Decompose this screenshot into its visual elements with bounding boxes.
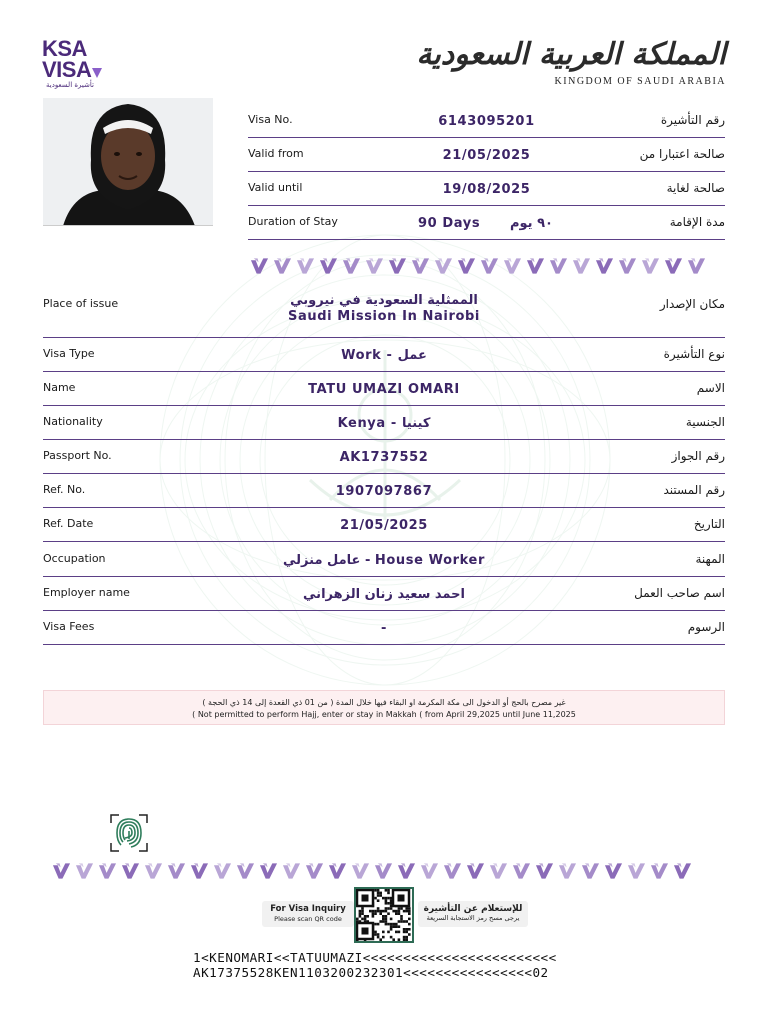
ksa-logo-line2: VISA xyxy=(42,59,112,80)
place-of-issue-value-en: Saudi Mission In Nairobi xyxy=(288,309,480,324)
check-mark-glyph xyxy=(121,861,140,881)
ref-date-row xyxy=(43,508,725,542)
ksa-visa-logo xyxy=(42,38,112,89)
check-mark-glyph xyxy=(443,861,462,881)
check-mark-glyph xyxy=(411,256,430,276)
visa-type-label: Visa Type xyxy=(43,347,95,360)
valid-from-row xyxy=(248,138,725,172)
check-mark-glyph xyxy=(213,861,232,881)
kingdom-english: KINGDOM OF SAUDI ARABIA xyxy=(554,76,726,87)
ref-no-label: Ref. No. xyxy=(43,483,86,496)
check-mark-glyph xyxy=(572,256,591,276)
ksa-logo-line1: KSA xyxy=(42,36,87,61)
check-mark-glyph xyxy=(466,861,485,881)
inquiry-arabic-title: للإستعلام عن التأشيرة xyxy=(423,904,523,914)
visa-inquiry-section xyxy=(262,887,528,942)
name-label: Name xyxy=(43,381,76,394)
inquiry-english xyxy=(262,901,354,927)
check-mark-glyph xyxy=(489,861,508,881)
name-row xyxy=(43,372,725,406)
place-of-issue-value xyxy=(43,293,725,325)
check-mark-glyph xyxy=(641,256,660,276)
machine-readable-zone xyxy=(193,950,557,980)
check-mark-glyph xyxy=(236,861,255,881)
occupation-row xyxy=(43,543,725,577)
valid-until-label: Valid until xyxy=(248,181,303,194)
check-mark-glyph xyxy=(190,861,209,881)
duration-value-ar: ٩٠ يوم xyxy=(510,216,553,231)
occupation-label: Occupation xyxy=(43,552,106,565)
check-mark-glyph xyxy=(167,861,186,881)
hajj-restriction-notice xyxy=(43,690,725,725)
ref-no-label-ar: رقم المستند xyxy=(663,483,725,497)
duration-label-ar: مدة الإقامة xyxy=(669,215,725,229)
check-mark-glyph xyxy=(535,861,554,881)
inquiry-arabic-sub: يرجى مسح رمز الاستجابة السريعة xyxy=(426,914,520,922)
kingdom-arabic: المملكة العربية السعودية xyxy=(416,37,726,72)
check-mark-glyph xyxy=(687,256,706,276)
inquiry-english-sub: Please scan QR code xyxy=(274,915,342,923)
visa-number-label-ar: رقم التأشيرة xyxy=(660,113,725,127)
notice-english: ( Not permitted to perform Hajj, enter or stay in Makkah ( from April 29,2025 until June 11,2025 xyxy=(192,710,576,719)
visa-type-row xyxy=(43,338,725,372)
check-mark-glyph xyxy=(342,256,361,276)
valid-until-value: 19/08/2025 xyxy=(442,182,531,197)
passport-row xyxy=(43,440,725,474)
ksa-logo-arabic: تأشيرة السعودية xyxy=(46,81,94,89)
check-mark-glyph xyxy=(581,861,600,881)
check-mark-glyph xyxy=(664,256,683,276)
visa-fees-row xyxy=(43,611,725,645)
valid-from-label: Valid from xyxy=(248,147,304,160)
check-mark-glyph xyxy=(503,256,522,276)
ref-no-row xyxy=(43,474,725,508)
check-mark-glyph xyxy=(604,861,623,881)
valid-from-label-ar: صالحة اعتبارا من xyxy=(639,147,725,161)
check-mark-glyph xyxy=(397,861,416,881)
nationality-label-ar: الجنسية xyxy=(685,415,725,429)
employer-value: احمد سعيد زنان الزهراني xyxy=(303,587,465,602)
visa-number-value: 6143095201 xyxy=(438,114,535,129)
place-of-issue-label-ar: مكان الإصدار xyxy=(659,297,725,311)
ref-date-value: 21/05/2025 xyxy=(340,518,428,533)
notice-arabic: غير مصرح بالحج أو الدخول الى مكة المكرمة او البقاء فيها خلال المدة ( من 01 ذي القعدة إلى 14 ذي الحجة ) xyxy=(202,698,566,707)
duration-value: 90 Days xyxy=(418,216,481,231)
check-mark-glyph xyxy=(595,256,614,276)
duration-row xyxy=(248,206,725,240)
check-mark-glyph xyxy=(319,256,338,276)
inquiry-arabic xyxy=(418,901,528,927)
employer-label-ar: اسم صاحب العمل xyxy=(634,586,725,600)
check-mark-glyph xyxy=(250,256,269,276)
check-mark-glyph xyxy=(296,256,315,276)
mrz-line-1: 1<KENOMARI<<TATUUMAZI<<<<<<<<<<<<<<<<<<<<<<<< xyxy=(193,950,557,965)
check-mark-glyph xyxy=(273,256,292,276)
employer-row xyxy=(43,577,725,611)
occupation-value: عامل منزلي - House Worker xyxy=(283,553,485,568)
occupation-label-ar: المهنة xyxy=(695,552,725,566)
check-mark-glyph xyxy=(365,256,384,276)
duration-label: Duration of Stay xyxy=(248,215,338,228)
security-check-strip-bottom xyxy=(52,861,692,881)
passport-label-ar: رقم الجواز xyxy=(671,449,725,463)
valid-until-label-ar: صالحة لغاية xyxy=(666,181,725,195)
employer-label: Employer name xyxy=(43,586,130,599)
check-mark-glyph xyxy=(259,861,278,881)
passport-value: AK1737552 xyxy=(339,450,429,465)
nationality-value: Kenya - كينيا xyxy=(337,416,431,431)
visa-fees-label-ar: الرسوم xyxy=(687,620,725,634)
visa-qr-code[interactable] xyxy=(354,887,414,943)
check-mark-glyph xyxy=(549,256,568,276)
check-mark-glyph xyxy=(75,861,94,881)
check-mark-glyph xyxy=(374,861,393,881)
check-mark-glyph xyxy=(526,256,545,276)
check-mark-glyph xyxy=(434,256,453,276)
visa-fees-value: - xyxy=(381,621,387,636)
check-mark-glyph xyxy=(98,861,117,881)
check-mark-glyph xyxy=(650,861,669,881)
valid-until-row xyxy=(248,172,725,206)
valid-from-value: 21/05/2025 xyxy=(442,148,531,163)
check-mark-glyph xyxy=(627,861,646,881)
place-of-issue-value-ar: الممثلية السعودية في نيروبي xyxy=(290,293,478,308)
check-mark-glyph xyxy=(305,861,324,881)
check-mark-glyph xyxy=(558,861,577,881)
ref-no-value: 1907097867 xyxy=(335,484,433,499)
mrz-line-2: AK17375528KEN1103200232301<<<<<<<<<<<<<<<<02 xyxy=(193,965,549,980)
passport-label: Passport No. xyxy=(43,449,112,462)
fingerprint-icon xyxy=(109,813,149,853)
kingdom-wordmark xyxy=(416,36,726,87)
check-mark-glyph xyxy=(144,861,163,881)
check-mark-glyph xyxy=(673,861,692,881)
ref-date-label-ar: التاريخ xyxy=(693,517,725,531)
visa-number-row xyxy=(248,104,725,138)
check-mark-glyph xyxy=(512,861,531,881)
check-mark-glyph xyxy=(420,861,439,881)
ref-date-label: Ref. Date xyxy=(43,517,94,530)
check-mark-glyph xyxy=(457,256,476,276)
check-mark-glyph xyxy=(328,861,347,881)
inquiry-english-title: For Visa Inquiry xyxy=(270,904,346,914)
visa-fees-label: Visa Fees xyxy=(43,620,95,633)
nationality-label: Nationality xyxy=(43,415,103,428)
visa-type-value: Work - عمل xyxy=(341,348,427,363)
visa-number-label: Visa No. xyxy=(248,113,293,126)
check-mark-glyph xyxy=(351,861,370,881)
check-mark-glyph xyxy=(388,256,407,276)
place-of-issue-label: Place of issue xyxy=(43,297,119,310)
check-mark-glyph xyxy=(282,861,301,881)
name-label-ar: الاسم xyxy=(696,381,725,395)
check-mark-glyph xyxy=(480,256,499,276)
visa-type-label-ar: نوع التأشيرة xyxy=(663,347,725,361)
nationality-row xyxy=(43,406,725,440)
place-of-issue-row xyxy=(43,288,725,338)
check-mark-glyph xyxy=(618,256,637,276)
applicant-photo xyxy=(43,98,213,226)
check-mark-glyph xyxy=(52,861,71,881)
name-value: TATU UMAZI OMARI xyxy=(308,382,460,397)
security-check-strip-top xyxy=(250,256,706,276)
